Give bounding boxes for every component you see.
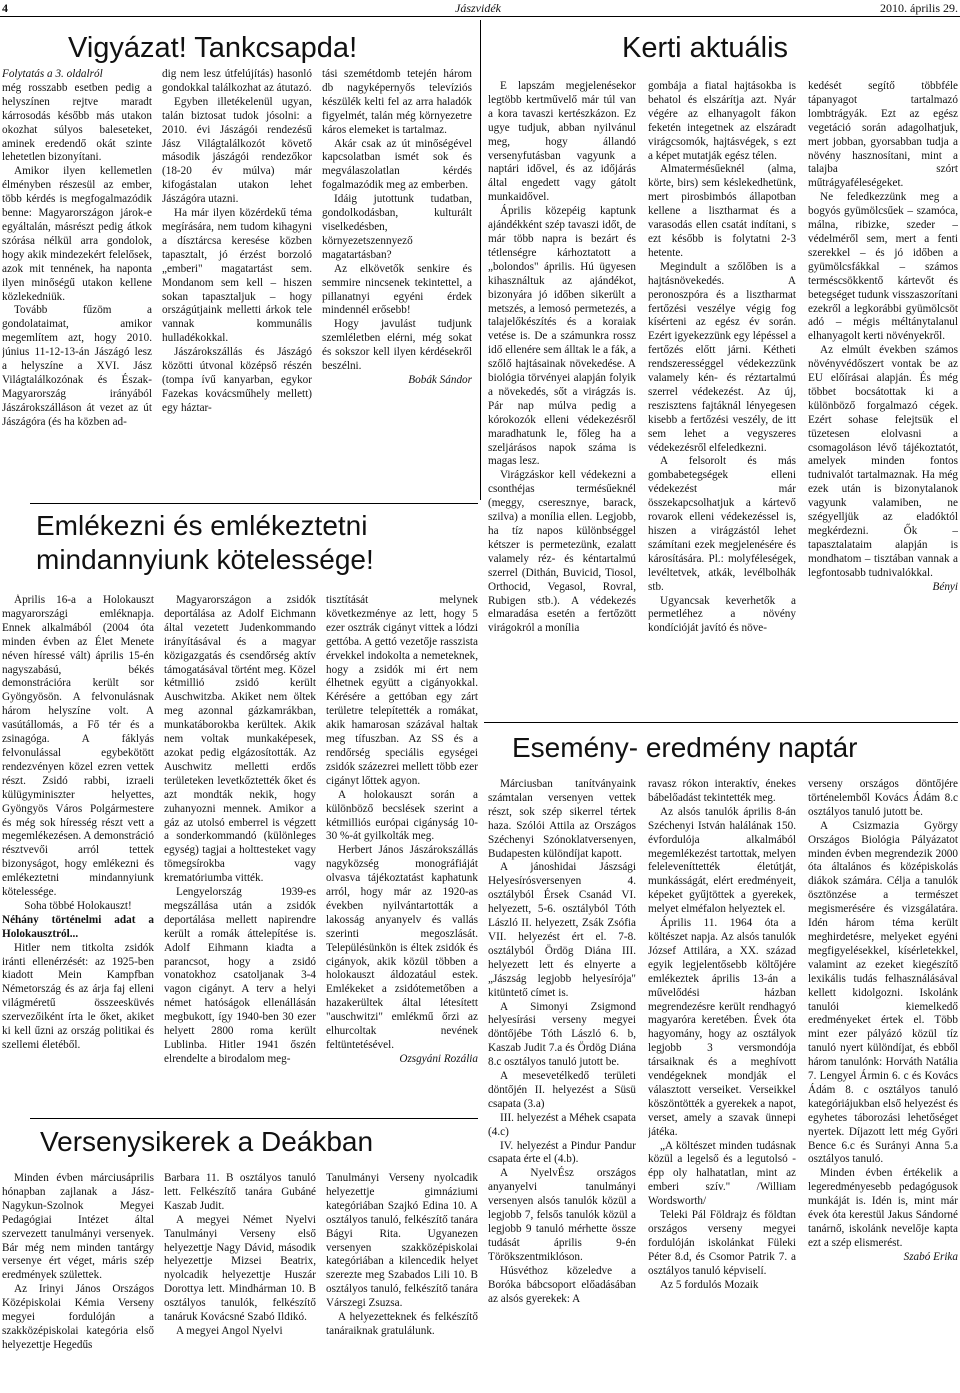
tankcsapda-column-3: [322, 68, 472, 500]
paragraph: tási szemétdomb tetején három db nagyképernyős televíziós készülék kelti fel az arra haladók figyelmét, talán még környezetre káros elemeket is tartalmaz.: [322, 68, 472, 136]
section-divider: [480, 20, 481, 500]
author-signature: Bényi: [932, 580, 958, 593]
section-divider: [30, 1118, 478, 1119]
quote: „A költészet minden tudásnak közül a legelső és a legutolsó - épp oly halhatatlan, mint az emberi szív." /William Wordsworth/: [648, 1139, 796, 1208]
emlekezni-column-1: [2, 594, 154, 1114]
paragraph: Az Irinyi János Országos Középiskolai Kémia Verseny megyei fordulóján a szakközépiskolai kategória első helyezettje Hegedűs: [2, 1283, 154, 1351]
paragraph: Az 5 fordulós Mozaik: [660, 1278, 759, 1291]
paragraph: Hitler nem titkolta zsidók iránti ellenérzését: az 1925-ben kiadott Mein Kampfban Németország és az árja faj elleni világméretű összeesküvés szervezőiként írta le őket, akiket ki kell űzni az ország politikai és szellemi életéből.: [2, 941, 154, 1051]
tankcsapda-column-2: [162, 68, 312, 500]
paragraph: Az elkövetők senkire és semmire nincsenek tekintettel, a pillanatnyi egyéni érdek mindennél erősebb!: [322, 262, 472, 317]
esemeny-column-3: [808, 778, 958, 1390]
paragraph: Márciusban tanítványaink számtalan versenyen vettek részt, sok szép sikerrel tértek haza. Szólói Attila az Országos Széchenyi Szónoklatversenyen, Budapesten különdíjat kapott.: [488, 778, 636, 860]
esemeny-column-1: [488, 778, 636, 1390]
kerti-column-3: [808, 80, 958, 720]
page-number: 4: [2, 1, 8, 15]
paragraph: még rosszabb esetben pedig a helyszínen rejtve maradt kárrosodás később más utakon okozhat súlyos baleseteket, aminek eredendő okát szinte lehetetlen bizonyítani.: [2, 81, 152, 164]
paragraph: Ne feledkezzünk meg a bogyós gyümölcsűek – szamóca, málna, ribizke, szeder – védelméről sem, mert a fenti szerekkel – és jó időben a gyümölcsfákkal – számos terméscsökkentő kártevőt és betegséget tudunk visszaszorítani ezekről a legkorábbi gyümölcsöt adó – mégis méltánytalanul elhanyagolt kerti növényekről.: [808, 191, 958, 343]
paragraph: A megyei Német Nyelvi Tanulmányi Verseny első helyezettje Nagy Dávid, második helyezettje Mizsei Beatrix, nyolcadik helyezettje Huszár Dorottya lett. Mindhárman 10. B osztályos tanulók, felkészítő tanáruk Kovácsné Szabó Ildikó.: [164, 1213, 316, 1324]
paragraph: Almatermésűeknél (alma, körte, birs) sem késlekedhetünk, mert pirosbimbós állapotban kellene a lisztharmat és a varasodás ellen csatát indítani, s ezt később is folytatni 2-3 hetente.: [648, 163, 796, 259]
paragraph: Április 11. 1964 óta a költészet napja. Az alsós tanulók József Attilára, a XX. század egyik legjelentősebb költőjére emlékeztek április 13-án a művelődési házban megrendezésre került rendhagyó magyaróra keretében. Évek óta hagyomány, hogy az osztályok legjobb 3 versmondója társaiknak és a meghívott vendégeknek mondják el választott verseiket. Verseikkel köszöntötték a gyerekek a napot, verset, amely a szavak ünnepi játéka.: [648, 917, 796, 1138]
paper-name: Jászvidék: [455, 1, 501, 15]
paragraph: Virágzáskor kell védekezni a csonthéjas termésűeknél (meggy, cseresznye, barack, szilva) a monília ellen. Legjobb, ha tíz napos különbséggel kétszer is permetezünk, ezalatt valamely réz- és kéntartalmú szerrel (Dithán, Buvicid, Tiosol, Orthocid, Vegasol, Rovral, Rubigen stb.). A védekezés elmaradása esetén a fertőzött virágokról a monília: [488, 469, 636, 635]
paragraph: Ha már ilyen közérdekű téma megírására, nem tudom kihagyni a dísztárcsa keresése közben tapasztalt, jó érzést borzoló „emberi" magatartást sem. Mondanom sem kell – hiszen sokan tapasztaljuk – hogy országútjaink melletti árkok tele vannak kommunális hulladékokkal.: [162, 207, 312, 345]
paragraph: Az elmúlt években számos növényvédőszert vontak be az EU előírásai alapján. És még többet bocsátottak ki a különböző forgalmazó cégek. Ezért sohase felejtsük el tüzetesen elolvasni a csomagoláson lévő tájékoztatót, amelyek minden fontos tudnivalót tartalmaznak. Ha még ezek után is bizonytalanok vagyunk valamiben, ne szégyelljük az eladóktól megkérdezni. Ők – tapasztalataim alapján is mondhatom – tisztában vannak a legfontosabb tudnivalókkal.: [808, 344, 958, 579]
paragraph: Hogy javulást tudjunk szemléletben elérni, még sokat és sokszor kell ilyen kérdésekről beszélni.: [322, 318, 472, 373]
esemeny-column-2: [648, 778, 796, 1390]
paragraph: Tanulmányi Verseny nyolcadik helyezettje gimnáziumi kategóriában Szajkó Edina 10. A osztályos tanuló, felkészítő tanára Bágyi Rita. Ugyanezen versenyen szakközépiskolai kategóriában a kilencedik helyet szerezte meg Szabados Lili 10. B osztályos tanuló, felkészítő tanára Várszegi Zsuzsa.: [326, 1172, 478, 1310]
paragraph: E lapszám megjelenésekor legtöbb kertművelő már túl van a kora tavaszi kertészkázon. Ez ugye tudjuk, abban nyilvánul meg, hogy állandó versenyfutásban vagyunk a naptári idővel, és az időjárás által engedett vagy gátolt munkaidővel.: [488, 80, 636, 204]
slogan: Soha többé Holokauszt!: [24, 899, 132, 912]
kerti-title: Kerti aktuális: [622, 32, 789, 64]
paragraph: kedését segítő többféle tápanyagot tartalmazó lombtrágyák. Ezt az egész vegetáció során adagolhatjuk, mert jobban, gyorsabban tudja a növény hasznosítani, mint a talajba szórt műtrágyaféleségeket.: [808, 80, 958, 190]
paragraph: Teleki Pál Földrajz és földtan országos verseny megyei fordulóján iskolánkat Füleki Péter 8.d, és Csomor Patrik 7. a osztályos tanuló képviselí.: [648, 1209, 796, 1277]
paragraph: Minden évben márciusáprilis hónapban zajlanak a Jász-Nagykun-Szolnok Megyei Pedagógiai Intézet által szervezett tanulmányi versenyek. Bár még nem minden tantárgy versenye ért véget, máris szép eredmények születtek.: [2, 1172, 154, 1282]
tankcsapda-column-1: [2, 68, 152, 500]
paragraph: A megyei Angol Nyelvi: [176, 1324, 283, 1337]
author-signature: Ozsgyáni Rozália: [399, 1052, 478, 1065]
paragraph: A mesevetélkedő területi döntőjén II. helyezést a Süsü csapata (3.a): [488, 1070, 636, 1110]
header-rule: [0, 16, 960, 17]
subheading: Néhány történelmi adat a Holokausztról...: [2, 913, 154, 940]
emlekezni-column-3: [326, 594, 478, 1114]
versenysikerek-column-1: [2, 1172, 154, 1390]
author-signature: Szabó Erika: [903, 1250, 958, 1263]
kerti-column-2: [648, 80, 796, 720]
section-divider: [30, 503, 478, 504]
paragraph: gombája a fiatal hajtásokba is behatol és elszárítja azt. Nyár végére az elhanyagolt fákon feketén integetnek az elszáradt virágcsomók, hajtásvégek, s ezt a képet mutatják egész télen.: [648, 80, 796, 162]
kerti-column-1: [488, 80, 636, 720]
paragraph: Amikor ilyen kellemetlen élményben részesül az ember, több kérdés is megfogalmazódik benne: Magyarországon járok-e egyáltalán, másrészt pedig átkok szórása nélkül arra gondolok, hogy akik mindezekért felelősek, azok mit tennének, ha naponta ilyen minőségű utakon kellene közlekedniük.: [2, 165, 152, 303]
paragraph: Ugyancsak keverhetők a permetléhez a növény kondícióját javító és növe-: [648, 594, 796, 635]
paragraph: IV. helyezést a Pindur Pandur csapata érte el (4.b).: [488, 1139, 636, 1166]
paragraph: Egyben illetékelenül ugyan, talán biztosat tudok jósolni: a 2010. évi Jászágói rendezésű Jász Világtalálkozót követő második jászágói rendezőkor (18-20 év múlva) már kifogástalan utakon lehet Jászágóra utazni.: [162, 95, 312, 206]
paragraph: ravasz rókon interaktív, énekes bábelőadást tekintették meg.: [648, 778, 796, 804]
paragraph: A helyezetteknek és felkészítő tanáraiknak gratulálunk.: [326, 1311, 478, 1337]
esemeny-title: Esemény- eredmény naptár: [512, 732, 858, 763]
paragraph: A felsorolt és más gombabetegségek elleni védekezést már összekapcsolhatjuk a kártevő rovarok elleni védekezéssel is, hiszen a virágzástól lehet számítani ezek megjelenésére és károsítására. Pl.: molyféleségek, levéltetvek, atkák, levélbolhák stb.: [648, 455, 796, 593]
paragraph: tisztítását melynek következménye az lett, hogy 5 ezer osztrák cigányt vittek a lódzi gettóba. A gettó vezetője rasszista érvekkel indokolta a nemeteknek, hogy a zsidók mi ért nem élhetnek együtt a cigányokkal. Kérésére a gettóban egy zárt területre telepítették a romákat, akik hamarosan százával haltak meg tífuszban. Az SS és a rendőrség speciális egységei zsidók százezrei mellett több ezer cigányt lőttek agyon.: [326, 594, 478, 787]
paragraph: Megindult a szőlőben is a hajtásnövekedés. A peronoszpóra és a lisztharmat fertőzési veszélye végig fog kísérteni az egész év során. Ezért igyekezzünk egy lépéssel a fertőzés előtt járni. Kétheti rendszerességgel védekezzünk valamely kén- és réztartalmú szerrel védekezést. Az új, reszisztens fajtáknál lényegesen kisebb a fertőzési veszély, de itt sem lehet a vegyszeres védekezésről elfeledkezni.: [648, 260, 796, 454]
paragraph: Április 16-a a Holokauszt magyarországi emléknapja. Ennek alkalmából (2004 óta minden évben az Élet Menete néven híressé vált) április 15-én nagyszabású, békés demonstrációra került sor Gyöngyösön. A felvonulásnak három helyszíne volt. A vasútállomás, a Fő tér és a zsinagóga. A fáklyás felvonulással egybekötött rendezvényen közel ezren vettek részt. Zsidó rabbi, izraeli külügyminiszter helyettes, Gyöngyös Város Polgármestere és még sok híresség részt vett a megemlékezésen. A demonstráció résztvevői arról tettek bizonyságot, hogy emlékezni és emlékeztetni mindannyiunk kötelessége.: [2, 594, 154, 899]
paragraph: Jászárokszállás és Jászágó közötti útvonal középső részén (tompa ívű kanyarban, egykor Fazekas kovácsműhely mellett) egy háztar-: [162, 346, 312, 414]
versenysikerek-column-2: [164, 1172, 316, 1390]
versenysikerek-column-3: [326, 1172, 478, 1390]
emlekezni-title-line-1: Emlékezni és emlékeztetni: [36, 510, 368, 541]
issue-date: 2010. április 29.: [880, 1, 958, 15]
continued-note: Folytatás a 3. oldalról: [2, 68, 103, 80]
paragraph: Tovább fűzöm a gondolataimat, amikor megemlítem azt, hogy 2010. június 11-12-13-án Jászágó lesz a helyszíne a XVI. Jász Világtalálkozónak és Észak-Magyarország irányából Jászárokszálláson át vezet az út Jászágóra (és ha közben ad-: [2, 304, 152, 428]
paragraph: A Csizmazia György Országos Biológia Pályázatot minden évben megrendezik 2000 óta általános és középiskolás diákok számára. Célja a tanulók ösztönzése a természet megismerésére és vizsgálatára. Idén három téma került meghirdetésre, melyeket egyéni megfigyelésekkel, kísérletekkel, valamint az ezeket kiegészítő lexikális tudás felhasználásával kellett kidolgozni. Iskolánk tanulói kiemelkedő eredményeket értek el. Több mint ezer pályázó közül tíz tanuló nyert különdíjat, és ebből három tanulónk: Horváth Natália 7. Lengyel Ármin 6. c és Kovács Ádám 8. c osztályos tanuló kategóriájukban első helyezést és egyhetes táborozási lehetőséget nyertek. Díjazott lett még Győri Bence 6.c és Surányi Anna 5.a osztályos tanuló.: [808, 819, 958, 1166]
paragraph: III. helyezést a Méhek csapata (4.c): [488, 1111, 636, 1138]
paragraph: A jánoshidai Jászsági Helyesírósversenyen 4. osztályból Érsek Csanád VI. helyezett, 5-6. osztályból Tóth László II. helyezett, Zsák Zsófia VII. helyezést ért el. 7-8. osztályból Ördög Diána III. helyezett lett és elnyerte a „Jászság legjobb helyesírója" kitüntető címet is.: [488, 861, 636, 999]
paragraph: Idáig jutottunk tudatban, gondolkodásban, kulturált viselkedésben, környezetszennyező magatartásban?: [322, 193, 472, 261]
paragraph: Lengyelország 1939-es megszállása után a zsidók deportálása mellett napirendre került a romák áttelepítése is. Adolf Eihmann kiadta a parancsot, hogy a zsidó vonatokhoz csatoljanak 3-4 vagon cigányt. A terv a helyi német hatóságok ellenállásán megbukott, így 1940-ben 30 ezer helyett 2800 roma került Lublinba. Hitler 1941 őszén elrendelte a birodalom meg-: [164, 886, 316, 1065]
paragraph: Barbara 11. B osztályos tanuló lett. Felkészítő tanára Gubáné Kaszab Judit.: [164, 1172, 316, 1212]
author-signature: Bobák Sándor: [408, 373, 472, 386]
paragraph: Herbert János Jászárokszállás nagyközség monográfiáját olvasva tájékoztatást kaphatunk arról, hogy már az 1920-as években nyilvántartották a lakosság anyanyelv és vallás szerinti megoszlását. Településünkön is éltek zsidók és cigányok, akik közül többen a holokauszt áldozatául estek. Emlékeket a zsidótemetőben a hazakerültek által létesített "auschwitzi" emlékmű őrzi az elhurcoltak nevének feltüntetésével.: [326, 844, 478, 1051]
emlekezni-title-line-2: mindannyiunk kötelessége!: [36, 544, 374, 575]
emlekezni-column-2: [164, 594, 316, 1114]
paragraph: Húsvéthoz közeledve a Boróka bábcsoport előadásában az alsós gyerekek: A: [488, 1264, 636, 1305]
paragraph: A NyelvÉsz országos anyanyelvi tanulmányi versenyen alsós tanulók közül a legjobb 7, felsős tanulók közül a legjobb 9 tanuló mérhette össze tudását április 9-én Törökszentmiklóson.: [488, 1167, 636, 1263]
paragraph: verseny országos döntőjére történelemből Kovács Ádám 8.c osztályos tanuló jutott be.: [808, 778, 958, 818]
paragraph: Akár csak az út minőségével kapcsolatban ismét sok és megválaszolatlan kérdés fogalmazódik meg az emberben.: [322, 137, 472, 192]
paragraph: Április közepéig kaptunk ajándékként szép tavaszi időt, de már több napra is bezárt és tétlenségre kárhoztatott a „bolondos" április. Hú ügyesen kihasználtuk az ajándékot, bizonyára jó időben sikerült a metszés, a lemosó permetezés, a talajelőkészítés és a koraiak vetése is. De a számunkra rossz idő ellenére sem álltak le a fák, a szőlő hajtásainak növekedése. A biológia törvényei alapján folyik a növekedés, sőt a virágzás is. Pár nap múlva pedig a kórokozók elleni védekezésről maradhatunk le, főleg ha a szeljárásos napok száma is magas lesz.: [488, 205, 636, 468]
versenysikerek-title: Versenysikerek a Deákban: [40, 1126, 374, 1157]
paragraph: Magyarországon a zsidók deportálása az Adolf Eichmann által vezetett Judenkommando irányításával és a magyar közigazgatás és csendőrség aktív támogatásával történt meg. Közel kétmillió zsidó került Auschwitzba. Akiket nem öltek meg azonnal gázkamrákban, munkatáborokba kerültek. Akik nem voltak munkaképesek, azokat pedig elgázosították. Az Auschwitz melletti erdős területeken levetkőztették őket és azt mondták nekik, hogy zuhanyozni mennek. Amikor a gáz az utolsó emberrel is végzett a sonderkommandó (különleges egység) tagjai a holttesteket vagy tömegsírokba vagy krematóriumba vitték.: [164, 594, 316, 885]
paragraph: Az alsós tanulók április 8-án Széchenyi István halálának 150. évfordulója alkalmából megemlékezést tartottak, melyen feleleveníttették életútját, munkásságát, elért eredményeit, képeket gyűjtöttek a gyerekek, melyet elméfalon helyeztek el.: [648, 805, 796, 916]
paragraph: dig nem lesz útfelújítás) hasonló gondokkal találkozhat az átutazó.: [162, 68, 312, 94]
section-divider: [484, 722, 958, 723]
paragraph: A Simonyi Zsigmond helyesírási verseny megyei döntőjébe Tóth László 6. b, Kaszab Judit 7.a és Ördög Diána 8.c osztályos tanuló jutott be.: [488, 1000, 636, 1069]
tankcsapda-title: Vigyázat! Tankcsapda!: [68, 32, 358, 64]
paragraph: A holokauszt során a különböző becslések szerint a kétmilliós európai cigányság 10-30 %-át gyilkolták meg.: [326, 788, 478, 843]
paragraph: Minden évben értékelik a legeredményesebb pedagógusok munkáját is. Idén is, mint már évek óta kerestül Jakus Sándorné tanárnő, iskolánk nevelője kapta ezt a szép elismerést.: [808, 1167, 958, 1249]
